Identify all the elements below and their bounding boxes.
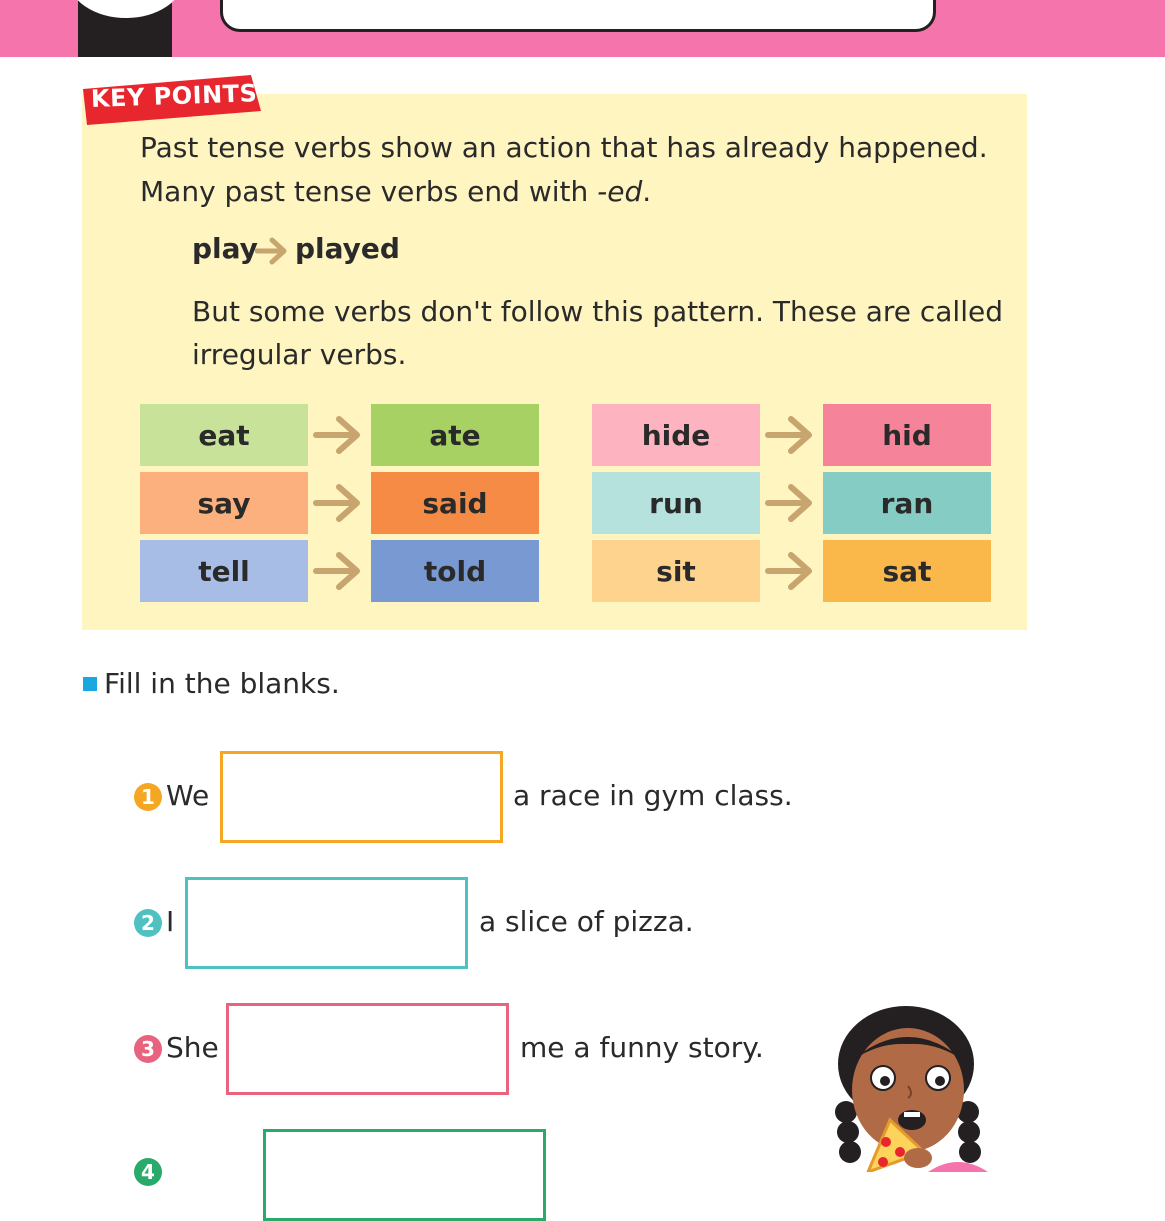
bullet-square-icon — [83, 677, 97, 691]
key-points-line-3: But some verbs don't follow this pattern. These are called — [192, 295, 1003, 328]
line-2-prefix: Many past tense verbs end with — [140, 175, 598, 208]
verb-base-run: run — [592, 472, 760, 534]
line-2-end: . — [642, 175, 652, 208]
verb-past-ran: ran — [823, 472, 991, 534]
verb-past-sat: sat — [823, 540, 991, 602]
verb-past-ate: ate — [371, 404, 539, 466]
key-points-line-2 — [140, 175, 651, 209]
exercise-1-after: a race in gym class. — [513, 779, 793, 812]
verb-past-hid: hid — [823, 404, 991, 466]
exercise-number-4: 4 — [134, 1158, 162, 1186]
exercise-3-before: She — [166, 1031, 219, 1064]
exercise-1-answer-box[interactable] — [220, 751, 503, 843]
key-points-tag-label: KEY POINTS — [90, 79, 258, 113]
girl-eating-pizza-illustration — [828, 1002, 998, 1172]
verb-base-hide: hide — [592, 404, 760, 466]
exercise-3-answer-box[interactable] — [226, 1003, 509, 1095]
exercise-number-3: 3 — [134, 1035, 162, 1063]
header-title-box — [220, 0, 936, 32]
key-points-tag — [83, 75, 258, 123]
exercise-2-answer-box[interactable] — [185, 877, 468, 969]
arrow-right-icon — [313, 482, 363, 524]
arrow-right-icon — [313, 414, 363, 456]
arrow-right-icon — [255, 236, 289, 266]
exercise-3-after: me a funny story. — [520, 1031, 764, 1064]
arrow-right-icon — [765, 414, 815, 456]
verb-base-eat: eat — [140, 404, 308, 466]
exercise-instruction: Fill in the blanks. — [104, 667, 340, 700]
exercise-number-1: 1 — [134, 783, 162, 811]
example-base-verb: play — [192, 232, 258, 265]
exercise-2-after: a slice of pizza. — [479, 905, 694, 938]
example-past-verb: played — [295, 232, 400, 265]
verb-base-tell: tell — [140, 540, 308, 602]
line-2-ed: -ed — [597, 175, 643, 208]
verb-base-say: say — [140, 472, 308, 534]
verb-base-sit: sit — [592, 540, 760, 602]
verb-past-said: said — [371, 472, 539, 534]
arrow-right-icon — [313, 550, 363, 592]
exercise-4-answer-box[interactable] — [263, 1129, 546, 1221]
key-points-line-1: Past tense verbs show an action that has already happened. — [140, 131, 988, 164]
exercise-number-2: 2 — [134, 909, 162, 937]
exercise-1-before: We — [166, 779, 210, 812]
arrow-right-icon — [765, 482, 815, 524]
verb-past-told: told — [371, 540, 539, 602]
arrow-right-icon — [765, 550, 815, 592]
exercise-2-before: I — [166, 905, 175, 938]
key-points-line-4: irregular verbs. — [192, 338, 407, 371]
